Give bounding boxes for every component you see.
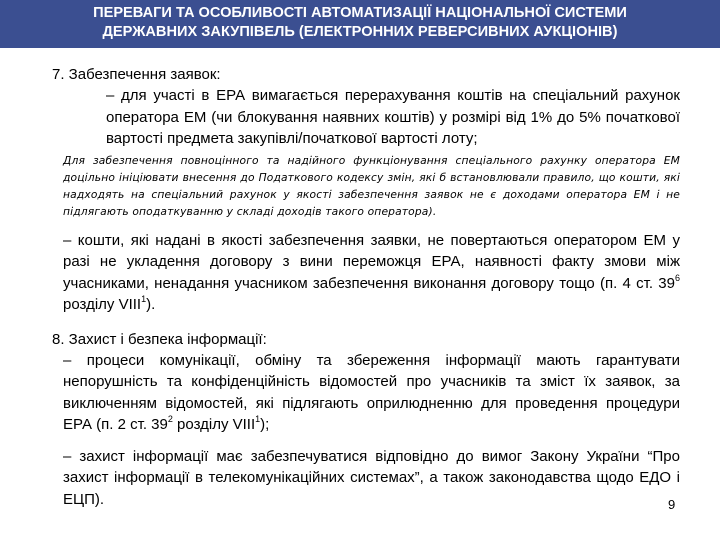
section-7-bullet-2-text: – кошти, які надані в якості забезпечення заявки, не повертаються оператором ЕМ у разі не укладення договору з вини переможця ЕРА, наявності факту змови між учасниками, ненадання учасником забезпечення виконання договору тощо (п. 4 ст. 39 bbox=[63, 231, 680, 292]
section-8-bullet-1 bbox=[63, 350, 680, 436]
section-8-heading: 8. Захист і безпека інформації: bbox=[52, 330, 267, 348]
slide-body bbox=[48, 64, 680, 510]
section-7-bullet-2-sup-2: 1 bbox=[141, 294, 147, 304]
section-7-bullet-2-sup-1: 6 bbox=[674, 272, 680, 283]
section-8-bullet-1-mid: розділу VIII bbox=[172, 416, 256, 433]
slide-title-banner bbox=[0, 0, 720, 48]
section-7-bullet-2-end: ). bbox=[146, 296, 156, 313]
slide-title-line-2: ДЕРЖАВНИХ ЗАКУПІВЕЛЬ (ЕЛЕКТРОННИХ РЕВЕРСИВНИХ АУКЦІОНІВ) bbox=[102, 24, 618, 40]
section-8-bullet-1-end: ); bbox=[260, 416, 270, 433]
section-8-bullet-1-text: – процеси комунікації, обміну та збереження інформації мають гарантувати непорушність та конфіденційність відомостей про учасників та зміст їх заявок, за виключенням відомостей, які підлягають оприлюдненню для проведення процедури ЕРА (п. 2 ст. 39 bbox=[63, 351, 680, 433]
section-8-bullet-1-sup-2: 1 bbox=[255, 414, 261, 424]
section-7-heading: 7. Забезпечення заявок: bbox=[52, 66, 221, 83]
slide-title-line-1: ПЕРЕВАГИ ТА ОСОБЛИВОСТІ АВТОМАТИЗАЦІЇ НАЦІОНАЛЬНОЇ СИСТЕМИ bbox=[93, 5, 627, 21]
section-8-bullet-1-sup-1: 2 bbox=[167, 414, 173, 424]
section-7-bullet-2-mid: розділу VIII bbox=[63, 296, 142, 313]
section-7-bullet-2 bbox=[63, 230, 680, 316]
section-7-bullet-1: – для участі в ЕРА вимагається перерахування коштів на спеціальний рахунок оператора ЕМ (чи блокування наявних коштів) у розмірі від 1% до 5% початкової вартості предмета закупівлі/початкової вартості лоту; bbox=[106, 87, 680, 147]
page-number: 9 bbox=[668, 497, 676, 512]
section-8-bullet-2: – захист інформації має забезпечуватися відповідно до вимог Закону України “Про захист інформації в телекомунікаційних системах”, а також законодавства щодо ЕДО і ЕЦП). bbox=[63, 447, 680, 508]
section-7-note: Для забезпечення повноцінного та надійного функціонування спеціального рахунку оператора ЕМ доцільно ініціювати внесення до Податкового кодексу змін, які б встановлювали правило, що кошти, які надходять на спеціальний рахунок у якості забезпечення заявок не є доходами оператора ЕМ і не підлягають оподаткуванню у складі доходів такого оператора). bbox=[63, 153, 680, 218]
